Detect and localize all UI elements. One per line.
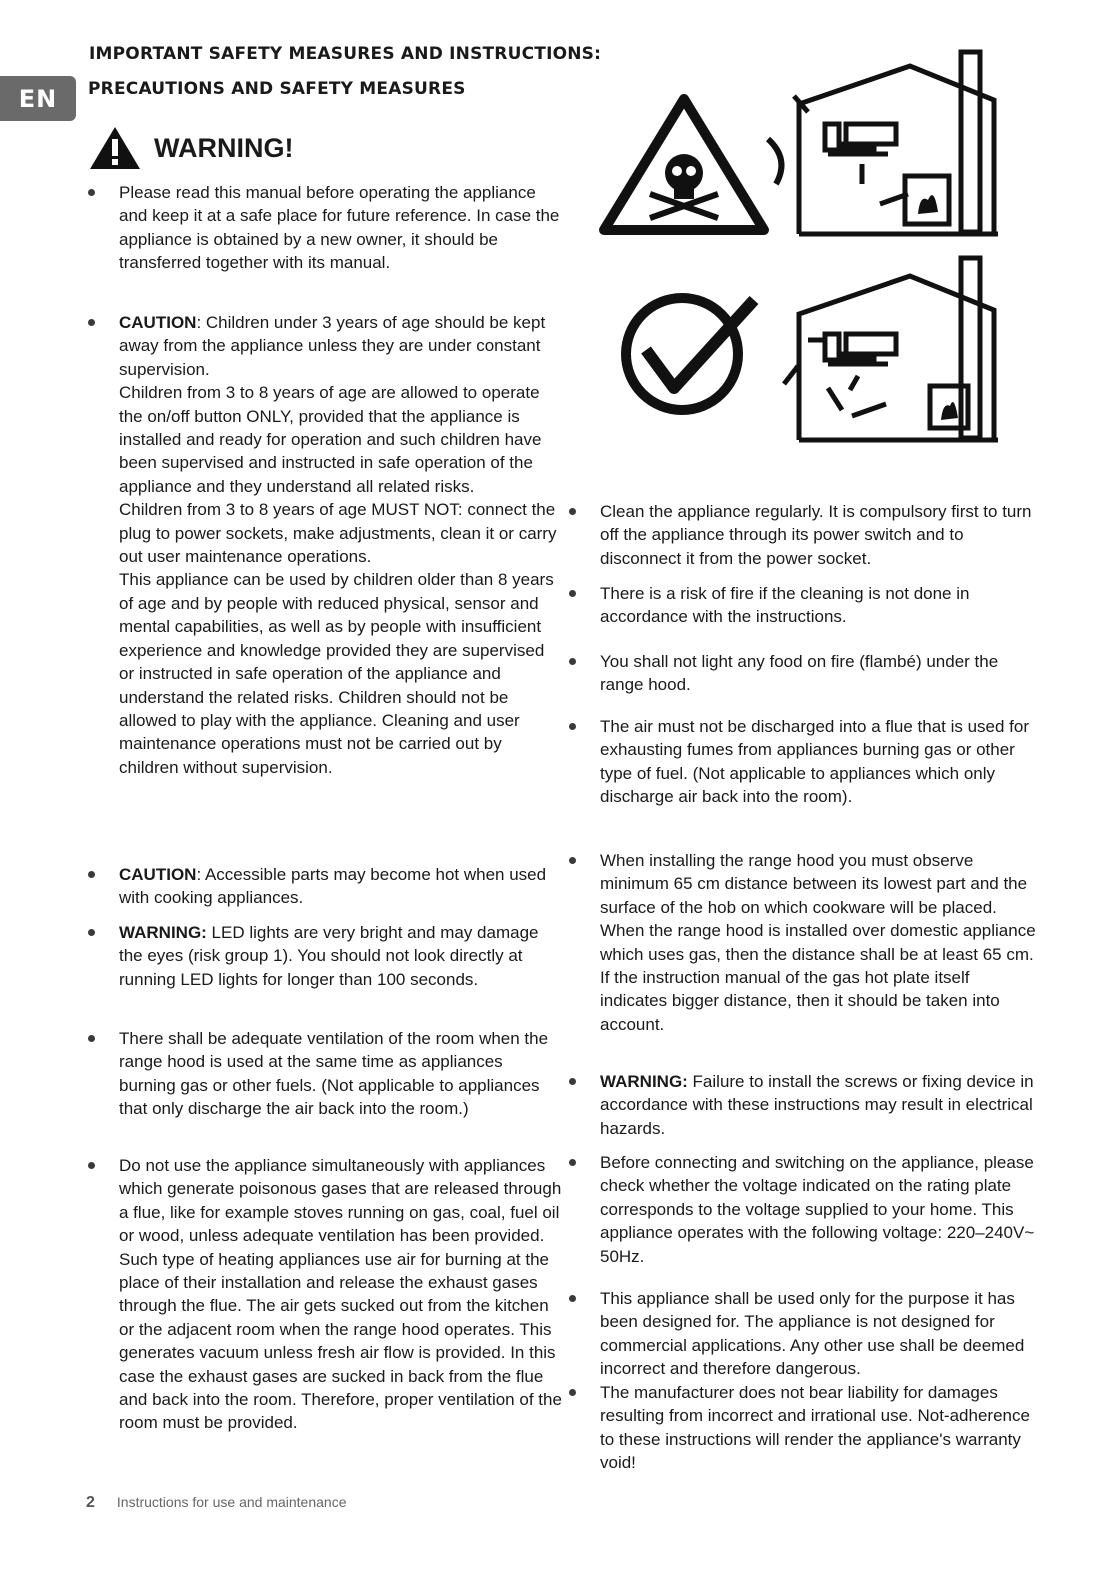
page-footer — [86, 1494, 346, 1512]
warning-title: WARNING! — [154, 132, 294, 163]
list-item — [88, 1027, 562, 1121]
footer-text: Instructions for use and maintenance — [116, 1494, 347, 1510]
item-text: Do not use the appliance simultaneously with appliances which generate poisonous gases that are released through a flue, like for example stoves running on gas, coal, fuel oil or wood, unless adequate ventilation has been provided. Such type of heating appliances use air for burning at the place of their installation and release the exhaust gases through the flue. The air gets sucked out from the kitchen or the adjacent room when the range hood operates. This generates vacuum unless fresh air flow is provided. In this case the exhaust gases are sucked in back from the flue and back into the room. Therefore, proper ventilation of the room must be provided. — [119, 1156, 562, 1433]
item-text: Children from 3 to 8 years of age MUST NOT: connect the plug to power sockets, make adjustments, clean it or carry out user maintenance operations. — [119, 500, 557, 567]
list-paragraph — [119, 381, 562, 498]
item-text: LED lights are very bright and may damage the eyes (risk group 1). You should not look directly at running LED lights for longer than 100 seconds. — [119, 923, 539, 989]
item-text: This appliance can be used by children older than 8 years of age and by people with reduced physical, sensor and mental capabilities, as well as by people with insufficient experience and knowledge provided they are supervised or instructed in safe operation of the appliance and understand the related risks. Children should not be allowed to play with the appliance. Cleaning and user maintenance operations must not be carried out by children without supervision. — [119, 570, 554, 777]
item-text: There is a risk of fire if the cleaning is not done in accordance with the instructions. — [600, 584, 970, 627]
item-label: WARNING: — [600, 1072, 688, 1091]
list-item — [88, 863, 562, 910]
list-paragraph — [119, 863, 562, 910]
section-heading: PRECAUTIONS AND SAFETY MEASURES — [88, 79, 466, 99]
warning-header — [88, 124, 293, 172]
list-item — [88, 311, 562, 779]
house-bad-ventilation — [794, 52, 998, 234]
item-text: When installing the range hood you must observe minimum 65 cm distance between its lowest part and the surface of the hob on which cookware will be placed. — [600, 851, 1028, 917]
checkmark-circle-icon — [626, 298, 754, 410]
page-heading: IMPORTANT SAFETY MEASURES AND INSTRUCTIONS: — [89, 44, 602, 64]
warning-triangle-icon — [88, 125, 142, 171]
item-text: Before connecting and switching on the appliance, please check whether the voltage indicated on the rating plate corresponds to the voltage supplied to your home. This appliance operates with the following voltage: 220–240V~ 50Hz. — [600, 1153, 1035, 1266]
list-item — [569, 849, 1039, 1036]
item-text: Failure to install the screws or fixing device in accordance with these instructions may result in electrical hazards. — [600, 1072, 1034, 1138]
house-good-ventilation — [784, 258, 998, 440]
list-paragraph — [600, 500, 1039, 570]
language-tab: EN — [0, 76, 76, 121]
item-label: CAUTION — [119, 313, 197, 332]
list-paragraph — [600, 1381, 1039, 1475]
list-item — [569, 500, 1039, 570]
list-item — [569, 650, 1039, 697]
list-item — [569, 715, 1039, 809]
list-paragraph — [119, 181, 562, 275]
item-text: The manufacturer does not bear liability for damages resulting from incorrect and irrational use. Not-adherence to these instructions will render the appliance's warranty void! — [600, 1383, 1030, 1473]
item-text: You shall not light any food on fire (flambé) under the range hood. — [600, 652, 999, 695]
item-text: Please read this manual before operating the appliance and keep it at a safe place for future reference. In case the appliance is obtained by a new owner, it should be transferred together with its manual. — [119, 183, 560, 273]
list-item — [569, 582, 1039, 629]
item-label: WARNING: — [119, 923, 207, 942]
list-item — [88, 921, 562, 991]
list-item — [569, 1381, 1039, 1475]
ventilation-illustration — [598, 44, 1008, 448]
list-item — [88, 1154, 562, 1435]
list-item — [569, 1151, 1039, 1268]
list-paragraph — [600, 1287, 1039, 1381]
list-paragraph — [600, 1070, 1039, 1140]
item-text: Clean the appliance regularly. It is compulsory first to turn off the appliance through its power switch and to disconnect it from the power socket. — [600, 502, 1032, 568]
skull-warning-icon — [604, 99, 764, 230]
list-paragraph — [600, 582, 1039, 629]
list-paragraph — [119, 498, 562, 568]
list-item — [569, 1287, 1039, 1381]
list-paragraph — [119, 921, 562, 991]
list-paragraph — [119, 1027, 562, 1121]
item-text: When the range hood is installed over domestic appliance which uses gas, then the distance shall be at least 65 cm. If the instruction manual of the gas hot plate itself indicates bigger distance, then it should be taken into account. — [600, 921, 1036, 1034]
item-text: This appliance shall be used only for the purpose it has been designed for. The appliance is not designed for commercial applications. Any other use shall be deemed incorrect and therefore dangerous. — [600, 1289, 1025, 1379]
list-paragraph — [119, 311, 562, 381]
list-paragraph — [119, 568, 562, 779]
item-text: Children from 3 to 8 years of age are allowed to operate the on/off button ONLY, provided that the appliance is installed and ready for operation and such children have been supervised and instructed in safe operation of the appliance and they understand all related risks. — [119, 383, 542, 496]
item-text: The air must not be discharged into a flue that is used for exhausting fumes from appliances burning gas or other type of fuel. (Not applicable to appliances which only discharge air back into the room). — [600, 717, 1030, 807]
page-number: 2 — [86, 1494, 95, 1511]
list-paragraph — [600, 919, 1039, 1036]
item-text: There shall be adequate ventilation of the room when the range hood is used at the same time as appliances burning gas or other fuels. (Not applicable to appliances that only discharge the air back into the room.) — [119, 1029, 549, 1119]
list-item — [569, 1070, 1039, 1140]
item-text: : Children under 3 years of age should be kept away from the appliance unless they are under constant supervision. — [119, 313, 546, 379]
list-paragraph — [119, 1154, 562, 1435]
list-paragraph — [600, 650, 1039, 697]
item-text: : Accessible parts may become hot when used with cooking appliances. — [119, 865, 547, 908]
list-item — [88, 181, 562, 275]
list-paragraph — [600, 849, 1039, 919]
list-paragraph — [600, 1151, 1039, 1268]
list-paragraph — [600, 715, 1039, 809]
item-label: CAUTION — [119, 865, 197, 884]
